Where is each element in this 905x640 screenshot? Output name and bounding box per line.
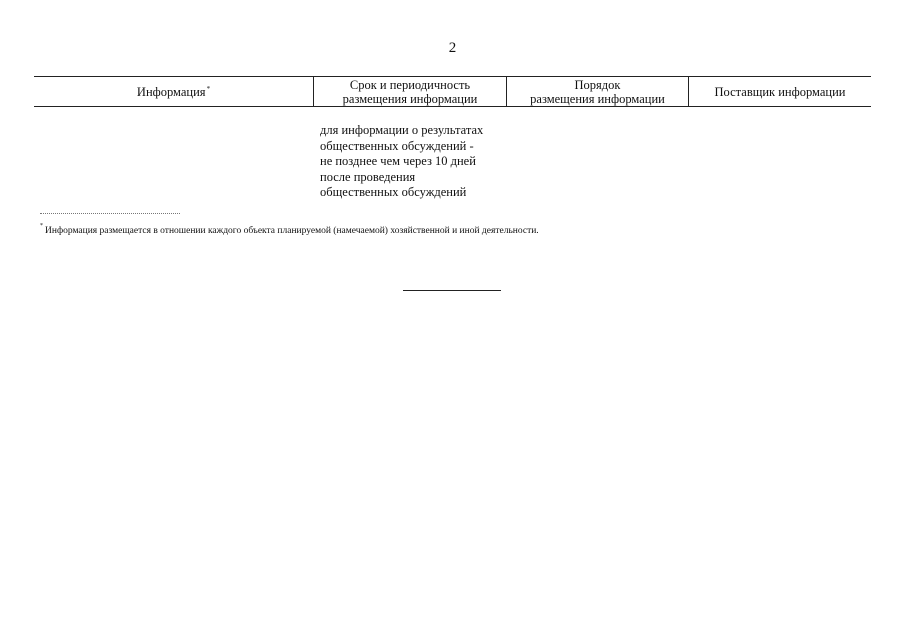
footnote-marker: * <box>40 223 43 229</box>
table-row <box>34 107 871 201</box>
header-period-line1: Срок и периодичность <box>349 77 471 92</box>
header-provider <box>689 77 871 106</box>
header-information <box>34 77 314 106</box>
header-procedure-line2: размещения информации <box>530 91 665 106</box>
cell-period-line: после проведения <box>320 169 416 184</box>
table-header-row <box>34 76 871 107</box>
header-information-footnote-marker: * <box>206 84 211 93</box>
cell-period-line: общественных обсуждений - <box>320 138 474 153</box>
info-table <box>34 76 871 201</box>
cell-period <box>314 123 507 201</box>
footnote-separator <box>40 213 180 214</box>
cell-period-line: не позднее чем через 10 дней <box>320 154 476 168</box>
cell-provider <box>689 123 871 201</box>
end-of-document-line <box>403 290 501 291</box>
footnote-text: Информация размещается в отношении каждого объекта планируемой (намечаемой) хозяйственной и иной деятельности. <box>45 226 539 236</box>
header-provider-label: Поставщик информации <box>714 84 846 99</box>
page-number: 2 <box>448 40 457 56</box>
cell-procedure <box>507 123 689 201</box>
header-procedure <box>507 77 689 106</box>
header-period <box>314 77 507 106</box>
header-procedure-line1: Порядок <box>574 77 621 92</box>
header-information-label: Информация <box>136 84 206 99</box>
header-period-line2: размещения информации <box>342 91 478 106</box>
cell-period-line: общественных обсуждений <box>320 185 467 199</box>
cell-period-line: для информации о результатах <box>320 123 484 137</box>
cell-information <box>34 123 314 201</box>
footnote <box>40 223 539 236</box>
